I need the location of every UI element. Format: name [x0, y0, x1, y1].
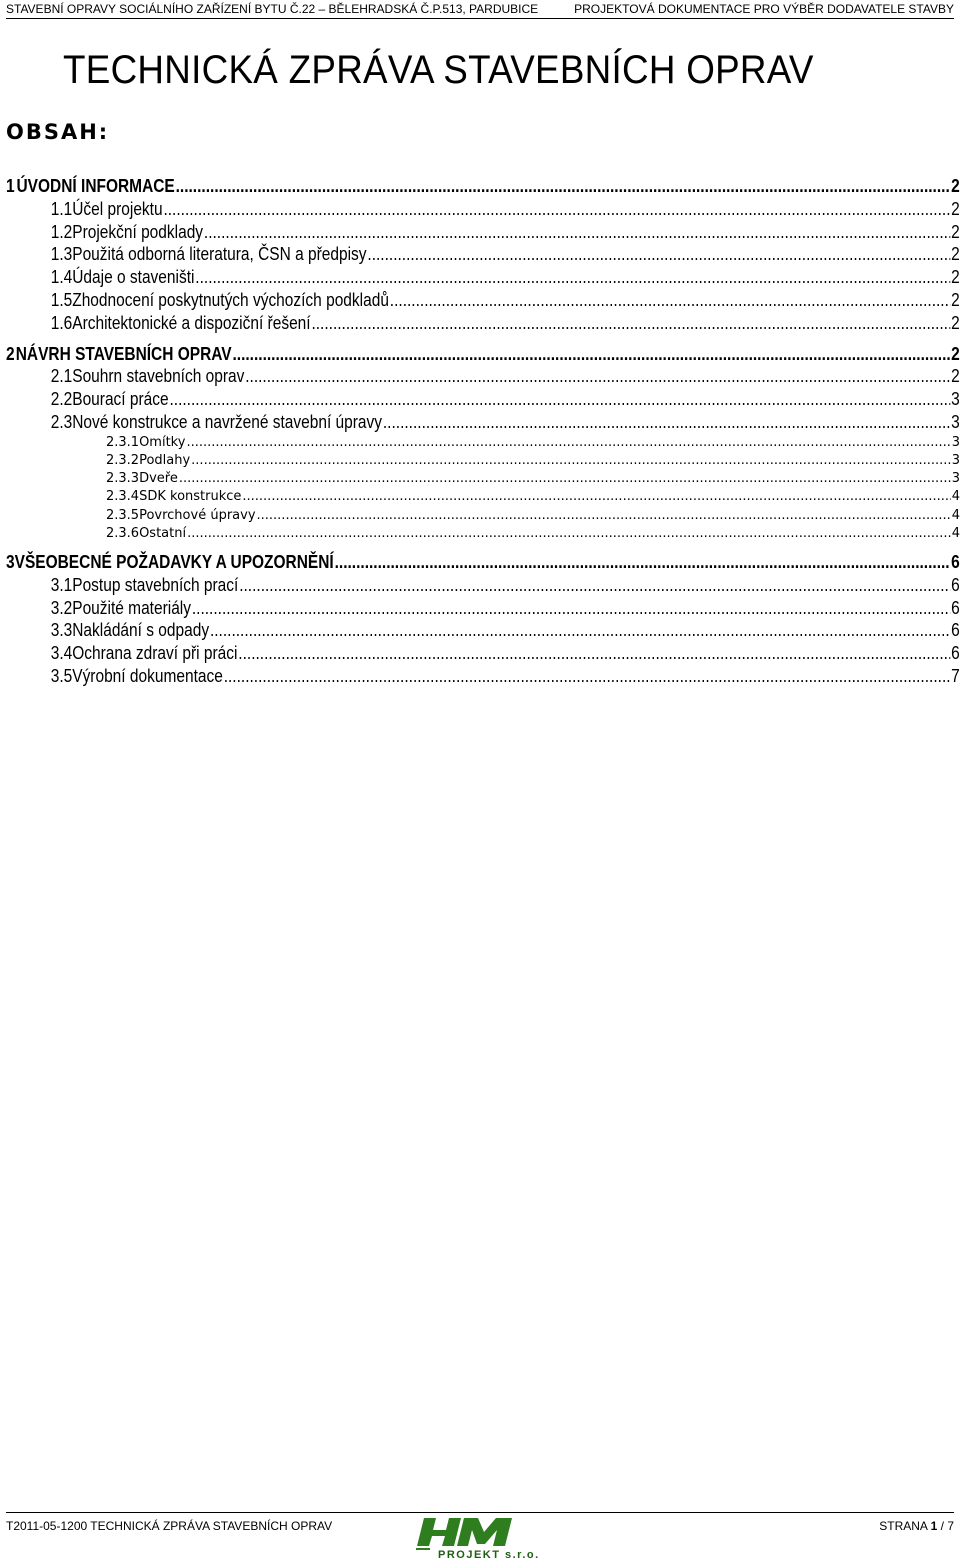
toc-entry-title: Omítky: [139, 434, 186, 450]
toc-entry-page: 2: [951, 267, 960, 288]
toc-entry-page: 4: [951, 489, 960, 505]
toc-entry-page: 6: [951, 574, 960, 595]
toc-dot-leader: [390, 290, 950, 311]
toc-entry-number: 1.3: [50, 244, 73, 265]
toc-entry[interactable]: [6, 598, 960, 619]
toc-dot-leader: [224, 666, 951, 687]
toc-entry[interactable]: [6, 244, 960, 265]
toc-entry-page: 3: [951, 412, 960, 432]
toc-entry-number: 3.2: [50, 597, 73, 618]
toc-dot-leader: [367, 244, 950, 265]
toc-entry-number: 3.4: [50, 643, 73, 664]
toc-dot-leader: [186, 435, 950, 450]
toc-entry-page: 7: [951, 666, 960, 686]
toc-entry[interactable]: [6, 435, 960, 450]
footer-page-number: STRANA 1 / 7: [879, 1519, 954, 1533]
page-header: [6, 0, 954, 19]
toc-dot-leader: [383, 412, 950, 433]
toc-entry-number: 2: [6, 343, 15, 364]
company-logo: [416, 1518, 556, 1560]
toc-entry[interactable]: [6, 620, 960, 641]
toc-entry-page: 4: [951, 525, 960, 541]
toc-entry[interactable]: [6, 267, 960, 288]
toc-entry-title: Nové konstrukce a navržené stavební úpravy: [72, 412, 383, 432]
toc-entry-title: SDK konstrukce: [139, 489, 242, 505]
toc-dot-leader: [239, 575, 950, 596]
toc-entry-title: Dveře: [139, 471, 178, 487]
toc-entry-page: 3: [951, 389, 960, 410]
toc-entry-number: 1.1: [50, 198, 73, 219]
toc-entry-page: 3: [951, 471, 960, 487]
toc-entry-title: Údaje o staveništi: [72, 267, 195, 288]
toc-dot-leader: [238, 643, 950, 664]
contents-heading: OBSAH:: [6, 120, 110, 144]
toc-entry[interactable]: [6, 389, 960, 410]
toc-entry-number: 2.2: [50, 389, 73, 410]
toc-entry[interactable]: [6, 412, 960, 433]
toc-dot-leader: [232, 344, 950, 365]
toc-entry[interactable]: [6, 313, 960, 334]
toc-dot-leader: [210, 620, 950, 641]
toc-dot-leader: [195, 267, 950, 288]
toc-entry[interactable]: [6, 222, 960, 243]
toc-dot-leader: [245, 366, 950, 387]
toc-entry-title: Postup stavebních prací: [72, 574, 239, 595]
toc-entry-page: 4: [951, 507, 960, 523]
toc-entry-title: Povrchové úpravy: [139, 507, 256, 523]
toc-entry-title: Účel projektu: [72, 198, 163, 219]
toc-entry-title: ÚVODNÍ INFORMACE: [16, 176, 175, 196]
toc-entry-number: 2.3.5: [106, 507, 140, 523]
toc-dot-leader: [179, 471, 951, 486]
toc-entry-page: 2: [951, 290, 960, 310]
toc-entry-number: 2.1: [50, 366, 73, 387]
toc-dot-leader: [242, 489, 950, 504]
toc-entry[interactable]: [6, 489, 960, 504]
toc-entry-title: Projekční podklady: [72, 221, 204, 242]
toc-entry-title: Použitá odborná literatura, ČSN a předpisy: [72, 244, 367, 265]
toc-entry-title: NÁVRH STAVEBNÍCH OPRAV: [15, 343, 232, 364]
toc-entry-page: 2: [951, 221, 960, 242]
logo-text: PROJEKT s.r.o.: [438, 1549, 540, 1560]
toc-entry-title: VŠEOBECNÉ POŽADAVKY A UPOZORNĚNÍ: [14, 552, 334, 572]
header-project-name: STAVEBNÍ OPRAVY SOCIÁLNÍHO ZAŘÍZENÍ BYTU Č.22 – BĚLEHRADSKÁ Č.P.513, PARDUBICE: [6, 2, 539, 16]
toc-entry-title: Použité materiály: [72, 597, 191, 618]
toc-entry[interactable]: [6, 643, 960, 664]
toc-entry-number: 2.3.3: [106, 471, 140, 487]
toc-dot-leader: [187, 526, 951, 541]
toc-dot-leader: [335, 552, 951, 573]
toc-entry-number: 2.3: [50, 412, 73, 432]
toc-entry-title: Bourací práce: [72, 389, 169, 410]
toc-entry-number: 3.5: [50, 666, 73, 686]
toc-entry-number: 1.2: [50, 221, 73, 242]
toc-entry-number: 1.5: [50, 290, 73, 310]
toc-dot-leader: [204, 222, 950, 243]
toc-entry[interactable]: [6, 471, 960, 486]
toc-dot-leader: [311, 313, 950, 334]
toc-entry-page: 2: [951, 176, 960, 196]
toc-entry-page: 2: [951, 244, 960, 265]
toc-entry[interactable]: [6, 666, 960, 687]
toc-entry-page: 6: [951, 552, 960, 572]
toc-entry-page: 3: [951, 434, 960, 450]
toc-entry-page: 6: [951, 597, 960, 618]
toc-entry-number: 2.3.4: [106, 489, 140, 505]
toc-entry-number: 1: [6, 176, 15, 196]
page-footer: [6, 1512, 954, 1563]
toc-entry[interactable]: [6, 575, 960, 596]
toc-entry[interactable]: [6, 508, 960, 523]
footer-document-id: T2011-05-1200 TECHNICKÁ ZPRÁVA STAVEBNÍCH OPRAV: [6, 1519, 333, 1533]
toc-entry-page: 2: [951, 366, 960, 387]
toc-entry-number: 3.1: [50, 574, 73, 595]
toc-entry-number: 2.3.6: [106, 525, 140, 541]
document-title: TECHNICKÁ ZPRÁVA STAVEBNÍCH OPRAV: [63, 48, 814, 92]
toc-entry-page: 2: [951, 343, 960, 364]
header-document-type: PROJEKTOVÁ DOKUMENTACE PRO VÝBĚR DODAVATELE STAVBY: [574, 2, 954, 16]
toc-entry-number: 1.6: [50, 312, 73, 333]
toc-entry[interactable]: [6, 176, 960, 197]
toc-entry[interactable]: [6, 552, 960, 573]
toc-entry-page: 6: [951, 620, 960, 641]
toc-entry-page: 3: [951, 453, 960, 468]
toc-entry-page: 6: [951, 643, 960, 664]
toc-entry-number: 2.3.1: [106, 434, 140, 450]
toc-entry-number: 3.3: [50, 620, 73, 641]
toc-dot-leader: [191, 453, 951, 468]
toc-dot-leader: [163, 199, 950, 220]
toc-entry[interactable]: [6, 526, 960, 541]
toc-entry-title: Ostatní: [139, 525, 187, 541]
toc-entry[interactable]: [6, 344, 960, 365]
toc-entry-title: Nakládání s odpady: [72, 620, 210, 641]
toc-entry[interactable]: [6, 290, 960, 311]
toc-dot-leader: [257, 508, 951, 523]
toc-entry[interactable]: [6, 453, 960, 468]
toc-entry[interactable]: [6, 366, 960, 387]
toc-entry-page: 2: [951, 312, 960, 333]
toc-entry-number: 2.3.2: [106, 453, 140, 468]
toc-entry-title: Architektonické a dispoziční řešení: [72, 312, 311, 333]
toc-entry-page: 2: [951, 198, 960, 219]
toc-entry-title: Ochrana zdraví při práci: [72, 643, 238, 664]
toc-entry-title: Zhodnocení poskytnutých výchozích podkladů: [72, 290, 389, 310]
toc-dot-leader: [169, 389, 950, 410]
toc-entry-title: Výrobní dokumentace: [72, 666, 223, 686]
toc-entry-title: Podlahy: [139, 453, 191, 468]
toc-entry-number: 3: [6, 552, 15, 572]
logo-mark-hm: [416, 1518, 512, 1550]
toc-dot-leader: [176, 176, 951, 197]
toc-dot-leader: [192, 598, 950, 619]
toc-entry[interactable]: [6, 199, 960, 220]
toc-entry-number: 1.4: [50, 267, 73, 288]
toc-entry-title: Souhrn stavebních oprav: [72, 366, 245, 387]
